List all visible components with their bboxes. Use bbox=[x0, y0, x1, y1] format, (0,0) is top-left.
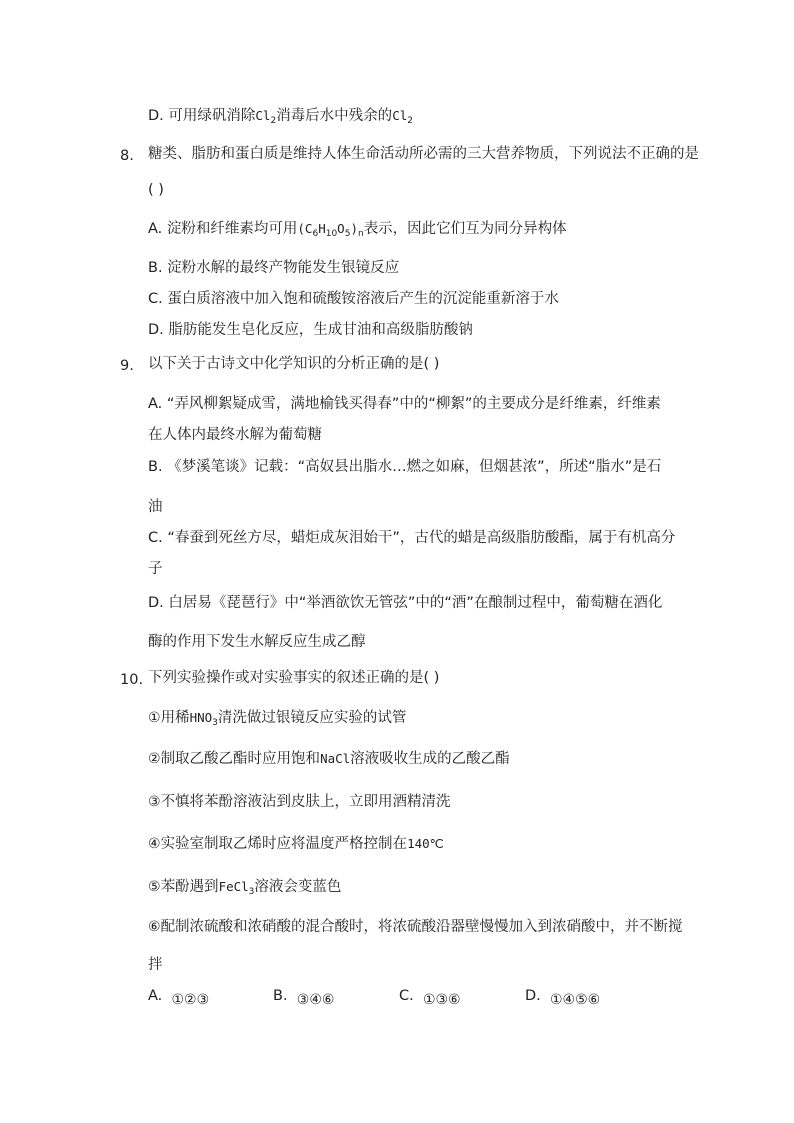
q9-option-a-line2: 在人体内最终水解为葡萄糖 bbox=[148, 427, 322, 443]
item-text: 实验室制取乙烯时应将温度严格控制在 bbox=[160, 836, 408, 852]
q10-item-2 bbox=[148, 749, 510, 769]
q9-option-d-line1: D. 白居易《琵琶行》中“举酒欲饮无管弦”中的“酒”在酿制过程中，葡萄糖在酒化 bbox=[148, 595, 663, 611]
q10-choice-c[interactable] bbox=[399, 990, 461, 1010]
item-text: 制取乙酸乙酯时应用饱和 bbox=[160, 751, 321, 767]
item-marker: ④ bbox=[148, 836, 161, 852]
item-marker: ③ bbox=[148, 794, 161, 810]
q8-option-b: B. 淀粉水解的最终产物能发生银镜反应 bbox=[148, 260, 400, 276]
formula: H bbox=[318, 221, 326, 236]
q9-number: 9. bbox=[120, 358, 134, 374]
item-text: 用稀 bbox=[160, 710, 190, 726]
choice-value: ③④⑥ bbox=[296, 992, 335, 1008]
q9-option-c-line1: C. “春蚕到死丝方尽，蜡炬成灰泪始干”，古代的蜡是高级脂肪酸酯，属于有机高分 bbox=[148, 530, 676, 546]
formula: O bbox=[337, 221, 345, 236]
choice-value: ①④⑤⑥ bbox=[550, 992, 601, 1008]
q10-item-3 bbox=[148, 792, 451, 812]
item-text-2: 溶液会变蓝色 bbox=[254, 879, 342, 895]
q9-option-b-line1: B. 《梦溪笔谈》记载：“高奴县出脂水…燃之如麻，但烟甚浓”，所述“脂水”是石 bbox=[148, 459, 662, 475]
q10-item-6 bbox=[148, 917, 683, 937]
formula: NaCl bbox=[320, 751, 351, 766]
subscript: 6 bbox=[312, 229, 319, 239]
subscript: 10 bbox=[325, 229, 338, 239]
q10-number: 10. bbox=[120, 672, 144, 688]
subscript: n bbox=[357, 229, 364, 239]
q10-choice-a[interactable] bbox=[148, 990, 209, 1010]
subscript: 5 bbox=[344, 229, 351, 239]
q7-option-d-text-2: 消毒后水中残余的 bbox=[276, 108, 393, 124]
q10-item-6-cont: 拌 bbox=[148, 957, 163, 973]
q7-option-d bbox=[148, 106, 413, 131]
q8-number: 8. bbox=[120, 148, 134, 164]
formula: FeCl bbox=[218, 879, 249, 894]
q9-option-d-line2: 酶的作用下发生水解反应生成乙醇 bbox=[148, 634, 366, 650]
q8-stem: 糖类、脂肪和蛋白质是维持人体生命活动所必需的三大营养物质，下列说法不正确的是 bbox=[148, 146, 699, 162]
q10-choice-b[interactable] bbox=[273, 990, 334, 1010]
choice-label: D. bbox=[525, 988, 541, 1004]
subscript: 2 bbox=[407, 116, 413, 126]
choice-value: ①②③ bbox=[171, 992, 210, 1008]
q8-answer-paren: ( ) bbox=[148, 182, 164, 198]
formula: HNO bbox=[189, 710, 213, 725]
item-text-2: 清洗做过银镜反应实验的试管 bbox=[217, 710, 407, 726]
q8-option-c: C. 蛋白质溶液中加入饱和硫酸铵溶液后产生的沉淀能重新溶于水 bbox=[148, 291, 559, 307]
q9-option-a-line1: A. “弄风柳絮疑成雪，满地榆钱买得春”中的“柳絮”的主要成分是纤维素，纤维素 bbox=[148, 396, 661, 412]
choice-label: A. bbox=[148, 988, 163, 1004]
subscript: 3 bbox=[212, 718, 218, 728]
choice-label: B. bbox=[273, 988, 288, 1004]
item-marker: ⑥ bbox=[148, 919, 161, 935]
subscript: 3 bbox=[248, 887, 255, 897]
q7-option-d-text: D. 可用绿矾消除 bbox=[148, 108, 256, 124]
subscript: 2 bbox=[270, 116, 277, 126]
q8-option-a-text: A. 淀粉和纤维素均可用 bbox=[148, 221, 298, 237]
q10-choice-d[interactable] bbox=[525, 990, 600, 1010]
item-text: 不慎将苯酚溶液沾到皮肤上，立即用酒精清洗 bbox=[160, 794, 451, 810]
choice-value: ①③⑥ bbox=[422, 992, 461, 1008]
formula: Cl bbox=[392, 108, 408, 123]
q10-item-4 bbox=[148, 834, 444, 854]
q8-option-a-text-2: 表示，因此它们互为同分异构体 bbox=[363, 221, 567, 237]
choice-label: C. bbox=[399, 988, 414, 1004]
formula: ) bbox=[350, 221, 358, 236]
q10-stem: 下列实验操作或对实验事实的叙述正确的是( ) bbox=[148, 670, 440, 686]
q8-option-a bbox=[148, 219, 567, 244]
q9-option-c-line2: 子 bbox=[148, 561, 163, 577]
formula: (C bbox=[297, 221, 313, 236]
item-marker: ⑤ bbox=[148, 879, 161, 895]
formula: Cl bbox=[255, 108, 271, 123]
q8-option-d: D. 脂肪能发生皂化反应，生成甘油和高级脂肪酸钠 bbox=[148, 322, 473, 338]
q9-option-b-line2: 油 bbox=[148, 499, 163, 515]
q10-item-5 bbox=[148, 877, 341, 902]
q10-item-1 bbox=[148, 708, 406, 733]
q9-stem: 以下关于古诗文中化学知识的分析正确的是( ) bbox=[148, 356, 440, 372]
item-text: 配制浓硫酸和浓硝酸的混合酸时，将浓硫酸沿器壁慢慢加入到浓硝酸中，并不断搅 bbox=[160, 919, 683, 935]
formula: 140℃ bbox=[407, 836, 444, 851]
item-text-2: 溶液吸收生成的乙酸乙酯 bbox=[350, 751, 510, 767]
item-marker: ① bbox=[148, 710, 161, 726]
item-text: 苯酚遇到 bbox=[160, 879, 219, 895]
item-marker: ② bbox=[148, 751, 161, 767]
